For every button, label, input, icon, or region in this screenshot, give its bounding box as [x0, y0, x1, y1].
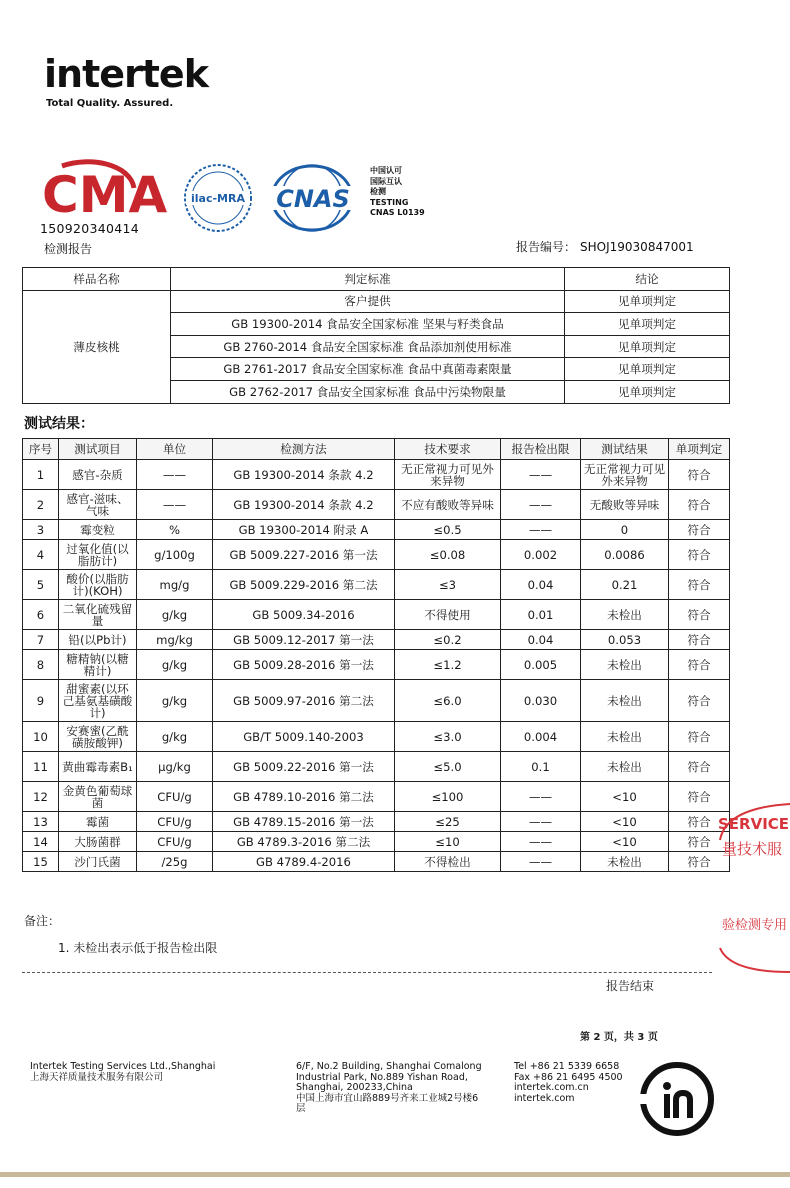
test-method-cell: GB/T 5009.140-2003: [213, 722, 395, 752]
detection-limit-cell: 0.030: [501, 680, 581, 722]
test-result-cell: 0.21: [581, 570, 669, 600]
table-row: [23, 600, 730, 630]
row-number-cell: 9: [23, 680, 59, 722]
table-row: [23, 782, 730, 812]
test-result-cell: 未检出: [581, 680, 669, 722]
table-row: [23, 490, 730, 520]
table-row: [23, 630, 730, 650]
standards-table: [22, 267, 730, 404]
stamp-fragment: 验检测专用: [722, 918, 788, 933]
table-row: [23, 752, 730, 782]
verdict-cell: 符合: [669, 722, 730, 752]
test-result-cell: 0: [581, 520, 669, 540]
test-item-cell: 沙门氏菌: [59, 852, 137, 872]
test-result-cell: 未检出: [581, 852, 669, 872]
detection-limit-cell: ——: [501, 812, 581, 832]
unit-cell: CFU/g: [137, 832, 213, 852]
unit-cell: mg/g: [137, 570, 213, 600]
detection-limit-cell: ——: [501, 460, 581, 490]
row-number-cell: 13: [23, 812, 59, 832]
sample-name: 薄皮核桃: [23, 290, 171, 403]
ilac-mra-icon: [180, 162, 256, 234]
verdict-cell: 符合: [669, 650, 730, 680]
verdict-cell: 符合: [669, 490, 730, 520]
row-number-cell: 8: [23, 650, 59, 680]
stamp-outline-icon: [706, 800, 790, 980]
verdict-cell: 符合: [669, 570, 730, 600]
detection-limit-cell: 0.004: [501, 722, 581, 752]
column-header: 样品名称: [23, 268, 171, 291]
requirement-cell: ≤0.08: [395, 540, 501, 570]
requirement-cell: ≤0.5: [395, 520, 501, 540]
test-method-cell: GB 5009.97-2016 第二法: [213, 680, 395, 722]
unit-cell: CFU/g: [137, 812, 213, 832]
column-header: 技术要求: [395, 439, 501, 460]
table-header-row: [23, 268, 730, 291]
row-number-cell: 7: [23, 630, 59, 650]
table-row: [23, 290, 730, 313]
footer-contact: Tel +86 21 5339 6658 Fax +86 21 6495 4500 intertek.com.cn intertek.com: [514, 1061, 623, 1104]
row-number-cell: 11: [23, 752, 59, 782]
cma-mark-icon: [40, 160, 168, 224]
cnas-logo-icon: [268, 162, 360, 234]
verdict-cell: 符合: [669, 540, 730, 570]
standard-cell: GB 2760-2014 食品安全国家标准 食品添加剂使用标准: [171, 335, 565, 358]
test-item-cell: 感官-滋味、气味: [59, 490, 137, 520]
unit-cell: CFU/g: [137, 782, 213, 812]
unit-cell: mg/kg: [137, 630, 213, 650]
test-item-cell: 铅(以Pb计): [59, 630, 137, 650]
test-item-cell: 感官-杂质: [59, 460, 137, 490]
test-item-cell: 过氧化值(以脂肪计): [59, 540, 137, 570]
conclusion-cell: 见单项判定: [565, 290, 730, 313]
column-header: 检测方法: [213, 439, 395, 460]
intertek-emblem-icon: [638, 1060, 716, 1138]
test-method-cell: GB 4789.15-2016 第一法: [213, 812, 395, 832]
column-header: 序号: [23, 439, 59, 460]
svg-text:ilac-MRA: ilac-MRA: [191, 192, 245, 205]
unit-cell: g/kg: [137, 680, 213, 722]
table-row: [23, 460, 730, 490]
verdict-cell: 符合: [669, 600, 730, 630]
stamp-fragment: 量技术服: [722, 840, 783, 858]
row-number-cell: 10: [23, 722, 59, 752]
test-result-cell: 0.053: [581, 630, 669, 650]
results-title: 测试结果：: [24, 416, 94, 432]
table-row: [23, 812, 730, 832]
requirement-cell: 不得使用: [395, 600, 501, 630]
verdict-cell: 符合: [669, 832, 730, 852]
intertek-logo: intertek: [44, 52, 208, 96]
test-method-cell: GB 5009.34-2016: [213, 600, 395, 630]
detection-limit-cell: 0.002: [501, 540, 581, 570]
detection-limit-cell: ——: [501, 832, 581, 852]
requirement-cell: ≤0.2: [395, 630, 501, 650]
row-number-cell: 14: [23, 832, 59, 852]
test-item-cell: 安赛蜜(乙酰磺胺酸钾): [59, 722, 137, 752]
detection-limit-cell: 0.1: [501, 752, 581, 782]
row-number-cell: 2: [23, 490, 59, 520]
row-number-cell: 1: [23, 460, 59, 490]
standard-cell: 客户提供: [171, 290, 565, 313]
unit-cell: g/100g: [137, 540, 213, 570]
test-item-cell: 二氧化硫残留量: [59, 600, 137, 630]
cnas-accreditation-text: 中国认可 国际互认 检测 TESTING CNAS L0139: [370, 166, 425, 217]
detection-limit-cell: 0.005: [501, 650, 581, 680]
requirement-cell: ≤1.2: [395, 650, 501, 680]
detection-limit-cell: ——: [501, 782, 581, 812]
table-row: [23, 540, 730, 570]
test-item-cell: 霉变粒: [59, 520, 137, 540]
unit-cell: g/kg: [137, 600, 213, 630]
requirement-cell: ≤5.0: [395, 752, 501, 782]
results-table: [22, 438, 730, 872]
requirement-cell: 无正常视力可见外来异物: [395, 460, 501, 490]
row-number-cell: 6: [23, 600, 59, 630]
detection-limit-cell: 0.04: [501, 570, 581, 600]
row-number-cell: 5: [23, 570, 59, 600]
unit-cell: g/kg: [137, 722, 213, 752]
test-result-cell: <10: [581, 782, 669, 812]
svg-text:CMA: CMA: [42, 166, 168, 224]
conclusion-cell: 见单项判定: [565, 313, 730, 336]
test-method-cell: GB 4789.4-2016: [213, 852, 395, 872]
divider: [22, 972, 712, 973]
conclusion-cell: 见单项判定: [565, 358, 730, 381]
table-row: [23, 722, 730, 752]
test-item-cell: 酸价(以脂肪计)(KOH): [59, 570, 137, 600]
verdict-cell: 符合: [669, 852, 730, 872]
test-item-cell: 黄曲霉毒素B₁: [59, 752, 137, 782]
detection-limit-cell: 0.04: [501, 630, 581, 650]
table-row: [23, 650, 730, 680]
test-result-cell: 0.0086: [581, 540, 669, 570]
verdict-cell: 符合: [669, 680, 730, 722]
test-result-cell: 无正常视力可见外来异物: [581, 460, 669, 490]
column-header: 报告检出限: [501, 439, 581, 460]
table-header-row: [23, 439, 730, 460]
bottom-band: [0, 1172, 790, 1177]
verdict-cell: 符合: [669, 460, 730, 490]
test-method-cell: GB 19300-2014 条款 4.2: [213, 460, 395, 490]
verdict-cell: 符合: [669, 812, 730, 832]
footer-company: Intertek Testing Services Ltd.,Shanghai 上海天祥质量技术服务有限公司: [30, 1061, 216, 1083]
row-number-cell: 4: [23, 540, 59, 570]
report-end: 报告结束: [606, 979, 655, 993]
test-item-cell: 金黄色葡萄球菌: [59, 782, 137, 812]
table-row: [23, 520, 730, 540]
column-header: 测试项目: [59, 439, 137, 460]
unit-cell: ——: [137, 460, 213, 490]
page-indicator: 第 2 页，共 3 页: [580, 1032, 658, 1043]
requirement-cell: ≤100: [395, 782, 501, 812]
requirement-cell: ≤6.0: [395, 680, 501, 722]
conclusion-cell: 见单项判定: [565, 380, 730, 403]
test-method-cell: GB 19300-2014 条款 4.2: [213, 490, 395, 520]
column-header: 单位: [137, 439, 213, 460]
results-body: [23, 460, 730, 872]
note-item: 1. 未检出表示低于报告检出限: [58, 941, 218, 955]
standard-cell: GB 2761-2017 食品安全国家标准 食品中真菌毒素限量: [171, 358, 565, 381]
requirement-cell: ≤3: [395, 570, 501, 600]
unit-cell: ——: [137, 490, 213, 520]
test-method-cell: GB 4789.10-2016 第二法: [213, 782, 395, 812]
unit-cell: /25g: [137, 852, 213, 872]
row-number-cell: 3: [23, 520, 59, 540]
row-number-cell: 12: [23, 782, 59, 812]
table-row: [23, 570, 730, 600]
requirement-cell: ≤10: [395, 832, 501, 852]
column-header: 判定标准: [171, 268, 565, 291]
requirement-cell: ≤3.0: [395, 722, 501, 752]
table-row: [23, 832, 730, 852]
detection-limit-cell: ——: [501, 490, 581, 520]
test-result-cell: <10: [581, 832, 669, 852]
notes-label: 备注：: [24, 914, 61, 928]
unit-cell: %: [137, 520, 213, 540]
test-result-cell: 未检出: [581, 650, 669, 680]
test-result-cell: <10: [581, 812, 669, 832]
test-result-cell: 无酸败等异味: [581, 490, 669, 520]
test-item-cell: 甜蜜素(以环己基氨基磺酸计): [59, 680, 137, 722]
test-method-cell: GB 5009.229-2016 第二法: [213, 570, 395, 600]
standard-cell: GB 19300-2014 食品安全国家标准 坚果与籽类食品: [171, 313, 565, 336]
logo-tagline: Total Quality. Assured.: [46, 98, 174, 109]
table-row: [23, 852, 730, 872]
test-result-cell: 未检出: [581, 722, 669, 752]
requirement-cell: ≤25: [395, 812, 501, 832]
test-item-cell: 霉菌: [59, 812, 137, 832]
verdict-cell: 符合: [669, 782, 730, 812]
conclusion-cell: 见单项判定: [565, 335, 730, 358]
report-type: 检测报告: [44, 242, 93, 256]
standard-cell: GB 2762-2017 食品安全国家标准 食品中污染物限量: [171, 380, 565, 403]
svg-text:CNAS: CNAS: [276, 185, 350, 213]
detection-limit-cell: ——: [501, 852, 581, 872]
unit-cell: g/kg: [137, 650, 213, 680]
requirement-cell: 不应有酸败等异味: [395, 490, 501, 520]
test-result-cell: 未检出: [581, 752, 669, 782]
verdict-cell: 符合: [669, 752, 730, 782]
verdict-cell: 符合: [669, 630, 730, 650]
detection-limit-cell: 0.01: [501, 600, 581, 630]
footer-address: 6/F, No.2 Building, Shanghai Comalong Industrial Park, No.889 Yishan Road, Shanghai, 200233,China 中国上海市宜山路889号齐来工业城2号楼6 层: [296, 1061, 482, 1114]
table-row: [23, 680, 730, 722]
column-header: 测试结果: [581, 439, 669, 460]
test-method-cell: GB 19300-2014 附录 A: [213, 520, 395, 540]
cma-number: 150920340414: [40, 221, 140, 236]
report-number: 报告编号： SHOJ19030847001: [516, 240, 694, 254]
test-method-cell: GB 4789.3-2016 第二法: [213, 832, 395, 852]
unit-cell: μg/kg: [137, 752, 213, 782]
requirement-cell: 不得检出: [395, 852, 501, 872]
test-method-cell: GB 5009.22-2016 第一法: [213, 752, 395, 782]
column-header: 单项判定: [669, 439, 730, 460]
verdict-cell: 符合: [669, 520, 730, 540]
detection-limit-cell: ——: [501, 520, 581, 540]
test-method-cell: GB 5009.227-2016 第一法: [213, 540, 395, 570]
stamp-fragment: SERVICE: [718, 815, 790, 833]
test-method-cell: GB 5009.28-2016 第一法: [213, 650, 395, 680]
test-item-cell: 糖精钠(以糖精计): [59, 650, 137, 680]
row-number-cell: 15: [23, 852, 59, 872]
test-method-cell: GB 5009.12-2017 第一法: [213, 630, 395, 650]
column-header: 结论: [565, 268, 730, 291]
test-result-cell: 未检出: [581, 600, 669, 630]
test-item-cell: 大肠菌群: [59, 832, 137, 852]
